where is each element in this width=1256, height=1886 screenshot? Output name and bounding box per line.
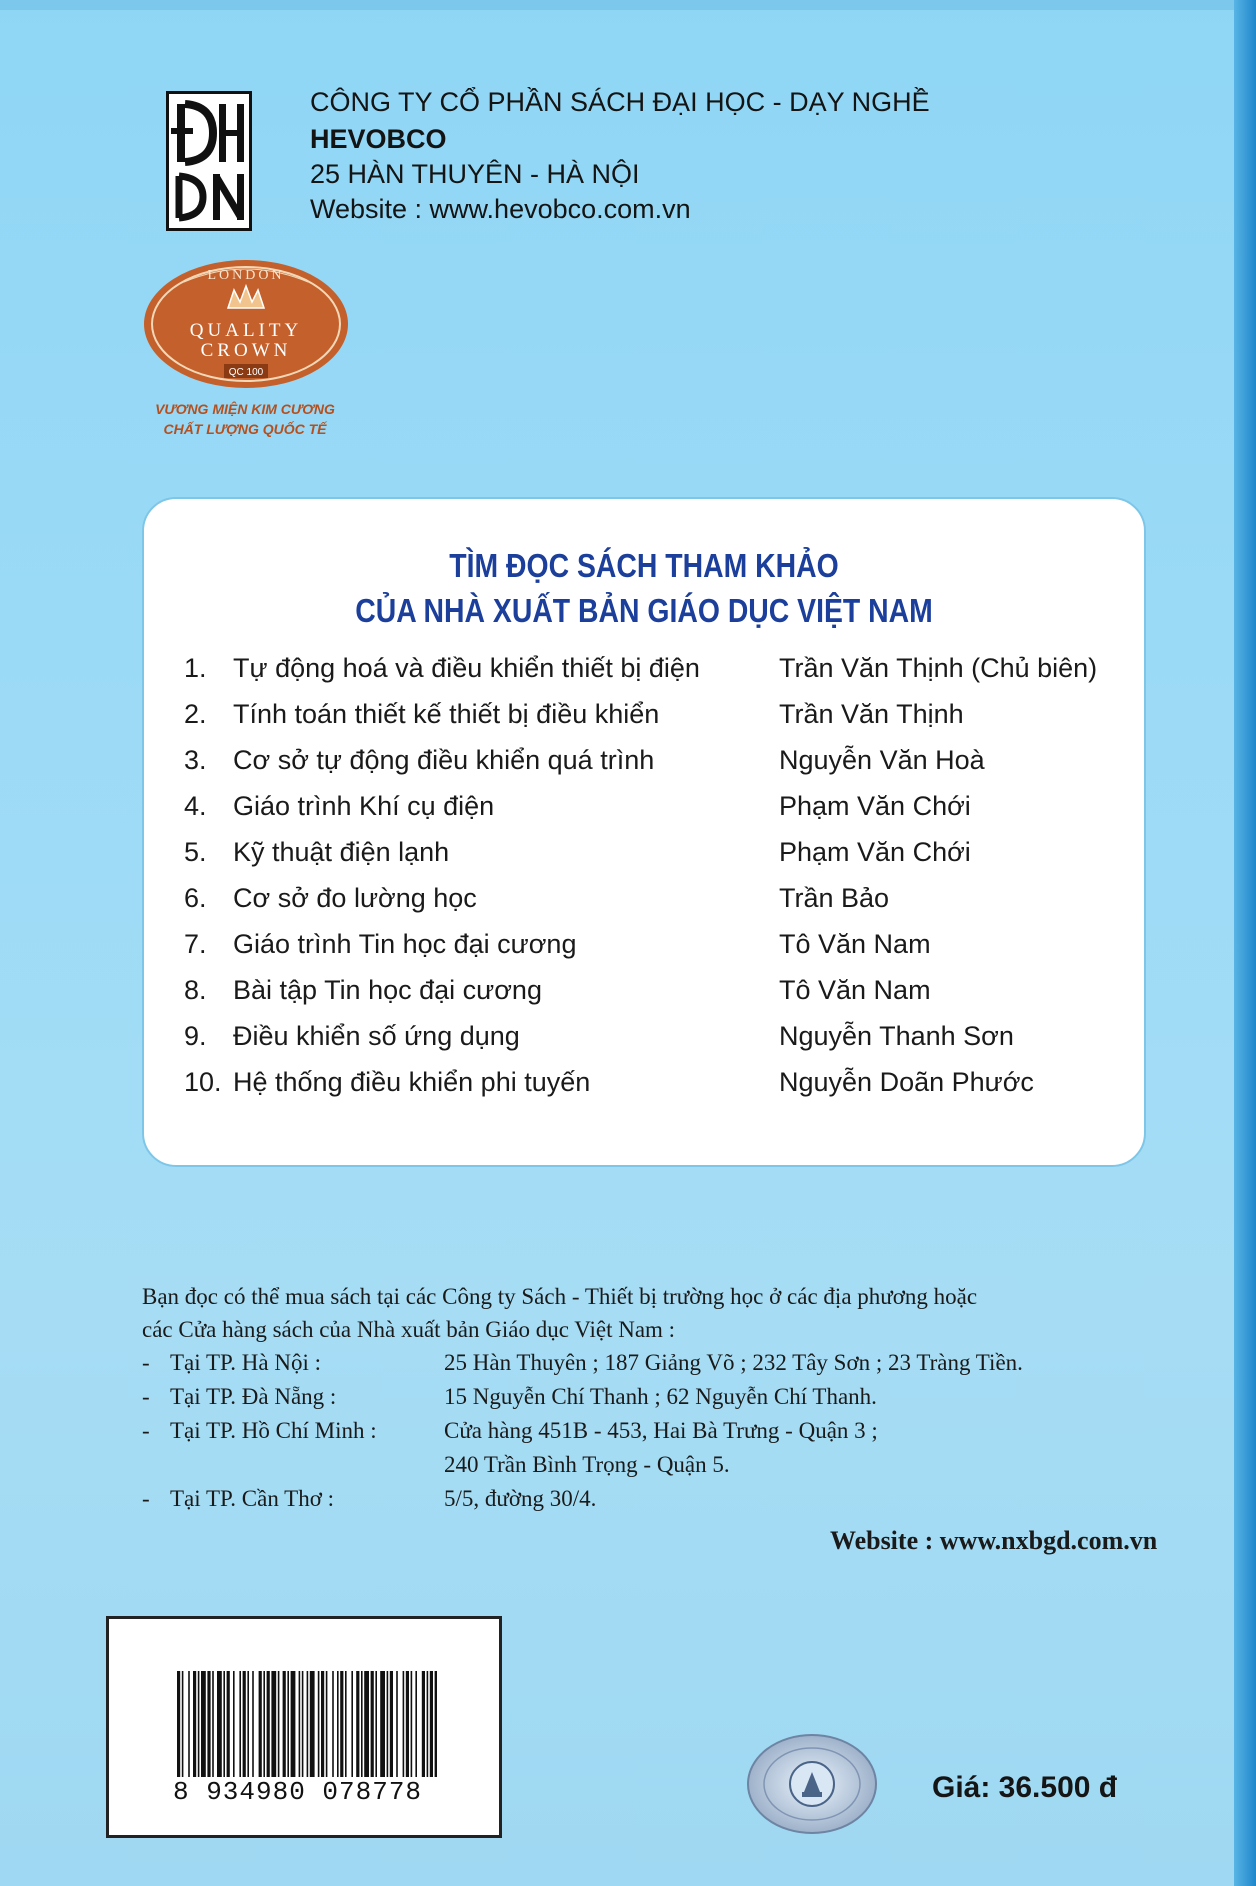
- location-city: Tại TP. Hà Nội :: [170, 1350, 321, 1375]
- book-number: 3.: [184, 745, 207, 775]
- location-bullet: -: [142, 1350, 150, 1375]
- book-list-item: [144, 1021, 1144, 1067]
- book-list-item: [144, 883, 1144, 929]
- publisher-website: Website : www.hevobco.com.vn: [310, 194, 691, 224]
- location-city: Tại TP. Cần Thơ :: [170, 1486, 335, 1511]
- crown-caption-line2: CHẤT LƯỢNG QUỐC TẾ: [163, 421, 327, 437]
- location-city: Tại TP. Hồ Chí Minh :: [170, 1418, 377, 1443]
- purchase-intro-line2: các Cửa hàng sách của Nhà xuất bản Giáo dục Việt Nam :: [142, 1317, 676, 1342]
- location-bullet: -: [142, 1384, 150, 1409]
- book-list-item: [144, 837, 1144, 883]
- book-number: 8.: [184, 975, 207, 1005]
- barcode-digits: 8 934980 078778: [173, 1777, 423, 1807]
- book-list-item: [144, 975, 1144, 1021]
- location-address: Cửa hàng 451B - 453, Hai Bà Trưng - Quận 3 ;: [444, 1418, 878, 1443]
- book-number: 6.: [184, 883, 207, 913]
- book-number: 1.: [184, 653, 207, 683]
- hologram-seal-icon: [744, 1732, 880, 1836]
- book-title: Tự động hoá và điều khiển thiết bị điện: [233, 653, 700, 683]
- publisher-company-name: CÔNG TY CỔ PHẦN SÁCH ĐẠI HỌC - DẠY NGHỀ: [310, 87, 930, 117]
- book-number: 7.: [184, 929, 207, 959]
- book-author: Phạm Văn Chới: [779, 791, 971, 821]
- book-title: Hệ thống điều khiển phi tuyến: [233, 1067, 591, 1097]
- barcode-box: [106, 1616, 502, 1838]
- badge-quality-text: QUALITY: [189, 320, 303, 341]
- cover-spine-edge: [1234, 0, 1256, 1886]
- purchase-intro-line1: Bạn đọc có thể mua sách tại các Công ty Sách - Thiết bị trường học ở các địa phương hoặc: [142, 1284, 978, 1309]
- nxbgd-website: Website : www.nxbgd.com.vn: [830, 1526, 1158, 1555]
- book-number: 5.: [184, 837, 207, 867]
- book-author: Nguyễn Thanh Sơn: [779, 1021, 1014, 1051]
- book-title: Tính toán thiết kế thiết bị điều khiển: [233, 699, 660, 729]
- publisher-brand: HEVOBCO: [310, 124, 447, 154]
- book-author: Tô Văn Nam: [779, 975, 931, 1005]
- book-title: Giáo trình Tin học đại cương: [233, 929, 577, 959]
- book-author: Trần Bảo: [779, 883, 890, 913]
- barcode-icon: [177, 1671, 437, 1777]
- book-author: Trần Văn Thịnh (Chủ biên): [779, 653, 1098, 683]
- quality-crown-badge: [140, 254, 360, 396]
- book-list-item: [144, 745, 1144, 791]
- book-number: 2.: [184, 699, 207, 729]
- location-city: Tại TP. Đà Nẵng :: [170, 1384, 337, 1409]
- location-address: 240 Trần Bình Trọng - Quận 5.: [444, 1452, 730, 1477]
- book-title: Giáo trình Khí cụ điện: [233, 791, 495, 821]
- cover-top-edge: [0, 0, 1256, 10]
- book-author: Trần Văn Thịnh: [779, 699, 964, 729]
- book-author: Tô Văn Nam: [779, 929, 931, 959]
- badge-crown-text: CROWN: [200, 340, 292, 361]
- book-number: 10.: [184, 1067, 222, 1097]
- card-title-line2: CỦA NHÀ XUẤT BẢN GIÁO DỤC VIỆT NAM: [355, 592, 933, 629]
- price-label: Giá: 36.500 đ: [932, 1771, 1118, 1804]
- book-author: Nguyễn Doãn Phước: [779, 1067, 1034, 1097]
- book-list-item: [144, 699, 1144, 745]
- book-list-item: [144, 791, 1144, 837]
- location-bullet: -: [142, 1486, 150, 1511]
- book-number: 4.: [184, 791, 207, 821]
- book-list-item: [144, 1067, 1144, 1113]
- book-title: Cơ sở đo lường học: [233, 883, 477, 913]
- badge-code-text: QC 100: [228, 367, 264, 378]
- book-title: Kỹ thuật điện lạnh: [233, 837, 450, 867]
- publisher-address: 25 HÀN THUYÊN - HÀ NỘI: [310, 159, 640, 189]
- book-title: Cơ sở tự động điều khiển quá trình: [233, 745, 655, 775]
- location-address: 25 Hàn Thuyên ; 187 Giảng Võ ; 232 Tây Sơn ; 23 Tràng Tiền.: [444, 1350, 1023, 1375]
- crown-caption-line1: VƯƠNG MIỆN KIM CƯƠNG: [155, 401, 335, 417]
- card-title-line1: TÌM ĐỌC SÁCH THAM KHẢO: [449, 547, 839, 584]
- recommended-books-card: [142, 497, 1146, 1167]
- book-list-item: [144, 653, 1144, 699]
- book-author: Phạm Văn Chới: [779, 837, 971, 867]
- book-title: Bài tập Tin học đại cương: [233, 975, 542, 1005]
- location-bullet: -: [142, 1418, 150, 1443]
- location-address: 5/5, đường 30/4.: [444, 1486, 597, 1511]
- book-list-item: [144, 929, 1144, 975]
- book-author: Nguyễn Văn Hoà: [779, 745, 985, 775]
- badge-london-text: LONDON: [207, 268, 285, 283]
- book-title: Điều khiển số ứng dụng: [233, 1021, 520, 1051]
- location-address: 15 Nguyễn Chí Thanh ; 62 Nguyễn Chí Thanh.: [444, 1384, 877, 1409]
- publisher-logo: [166, 91, 252, 231]
- book-number: 9.: [184, 1021, 207, 1051]
